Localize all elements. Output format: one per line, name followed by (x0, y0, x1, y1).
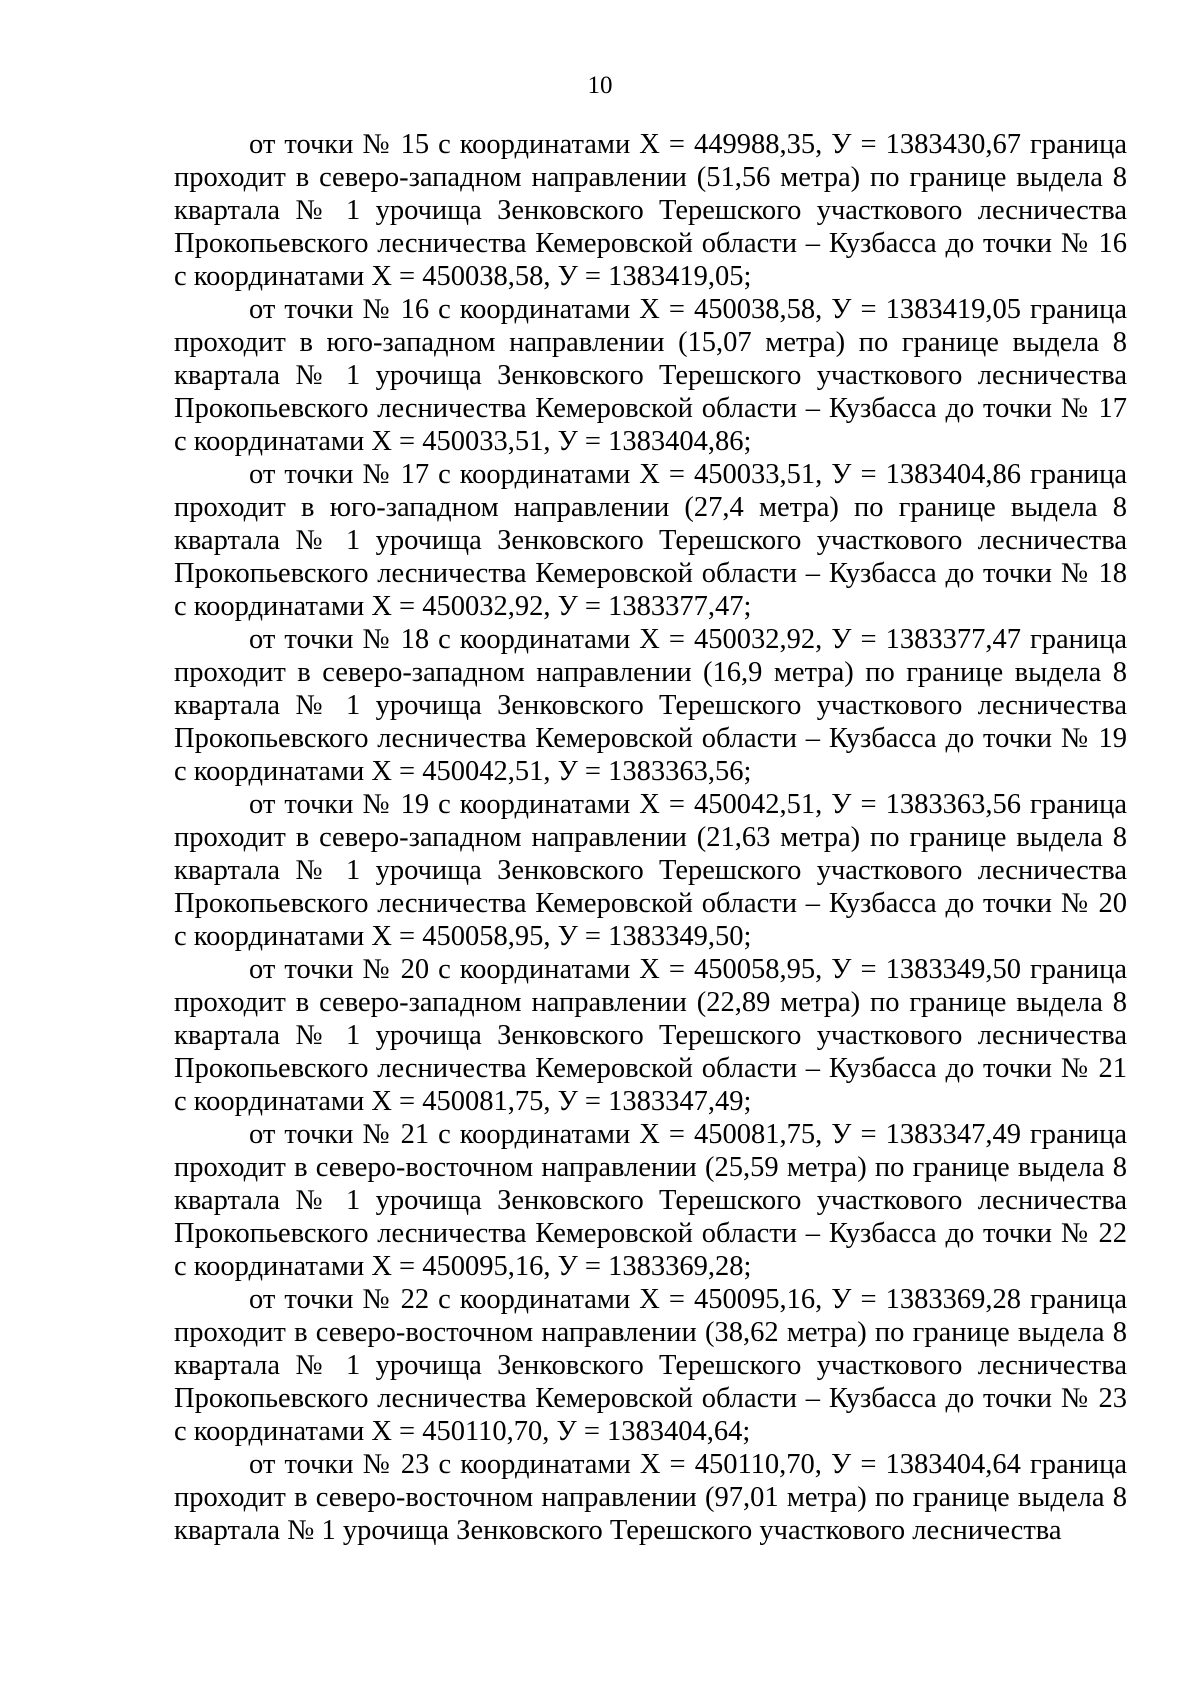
boundary-paragraph: от точки № 18 с координатами Х = 450032,92, У = 1383377,47 граница проходит в северо-западном направлении (16,9 метра) по границе выдела 8 квартала № 1 урочища Зенковского Терешского участкового лесничества Прокопьевского лесничества Кемеровской области – Кузбасса до точки № 19 с координатами Х = 450042,51, У = 1383363,56; (174, 624, 1127, 787)
boundary-paragraph: от точки № 17 с координатами Х = 450033,51, У = 1383404,86 граница проходит в юго-западном направлении (27,4 метра) по границе выдела 8 квартала № 1 урочища Зенковского Терешского участкового лесничества Прокопьевского лесничества Кемеровской области – Кузбасса до точки № 18 с координатами Х = 450032,92, У = 1383377,47; (174, 459, 1127, 622)
boundary-paragraph: от точки № 21 с координатами Х = 450081,75, У = 1383347,49 граница проходит в северо-восточном направлении (25,59 метра) по границе выдела 8 квартала № 1 урочища Зенковского Терешского участкового лесничества Прокопьевского лесничества Кемеровской области – Кузбасса до точки № 22 с координатами Х = 450095,16, У = 1383369,28; (174, 1119, 1127, 1282)
boundary-paragraph: от точки № 20 с координатами Х = 450058,95, У = 1383349,50 граница проходит в северо-западном направлении (22,89 метра) по границе выдела 8 квартала № 1 урочища Зенковского Терешского участкового лесничества Прокопьевского лесничества Кемеровской области – Кузбасса до точки № 21 с координатами Х = 450081,75, У = 1383347,49; (174, 954, 1127, 1117)
boundary-paragraph: от точки № 16 с координатами Х = 450038,58, У = 1383419,05 граница проходит в юго-западном направлении (15,07 метра) по границе выдела 8 квартала № 1 урочища Зенковского Терешского участкового лесничества Прокопьевского лесничества Кемеровской области – Кузбасса до точки № 17 с координатами Х = 450033,51, У = 1383404,86; (174, 294, 1127, 457)
boundary-paragraph: от точки № 23 с координатами Х = 450110,70, У = 1383404,64 граница проходит в северо-восточном направлении (97,01 метра) по границе выдела 8 квартала № 1 урочища Зенковского Терешского участкового лесничества (174, 1449, 1127, 1546)
document-body (174, 128, 1127, 1547)
page-number: 10 (587, 72, 613, 99)
boundary-paragraph: от точки № 22 с координатами Х = 450095,16, У = 1383369,28 граница проходит в северо-восточном направлении (38,62 метра) по границе выдела 8 квартала № 1 урочища Зенковского Терешского участкового лесничества Прокопьевского лесничества Кемеровской области – Кузбасса до точки № 23 с координатами Х = 450110,70, У = 1383404,64; (174, 1284, 1127, 1447)
boundary-paragraph: от точки № 19 с координатами Х = 450042,51, У = 1383363,56 граница проходит в северо-западном направлении (21,63 метра) по границе выдела 8 квартала № 1 урочища Зенковского Терешского участкового лесничества Прокопьевского лесничества Кемеровской области – Кузбасса до точки № 20 с координатами Х = 450058,95, У = 1383349,50; (174, 789, 1127, 952)
boundary-paragraph: от точки № 15 с координатами Х = 449988,35, У = 1383430,67 граница проходит в северо-западном направлении (51,56 метра) по границе выдела 8 квартала № 1 урочища Зенковского Терешского участкового лесничества Прокопьевского лесничества Кемеровской области – Кузбасса до точки № 16 с координатами Х = 450038,58, У = 1383419,05; (174, 129, 1127, 292)
